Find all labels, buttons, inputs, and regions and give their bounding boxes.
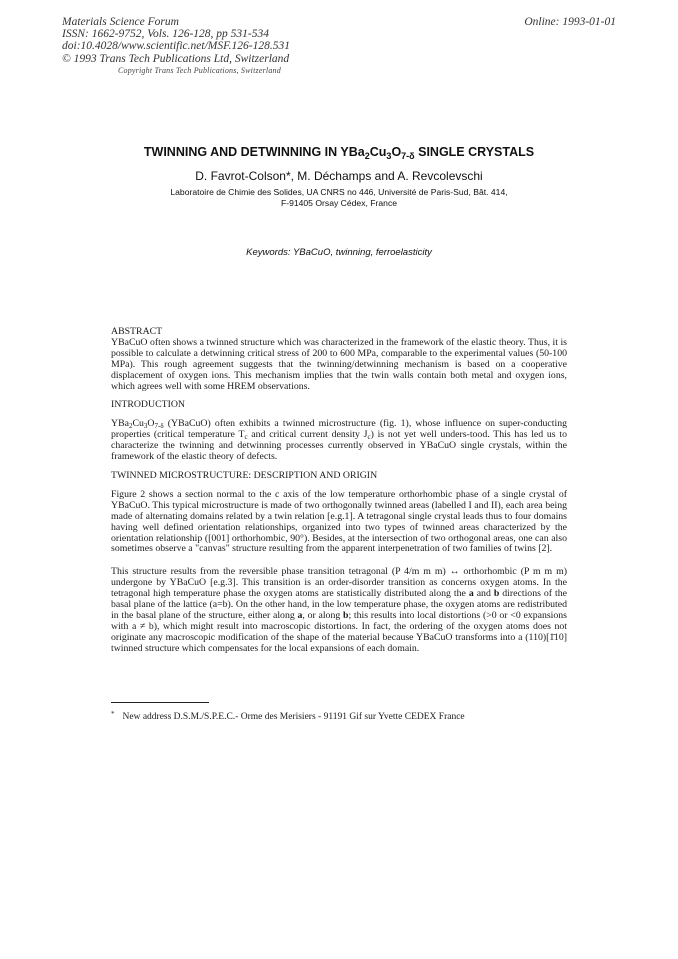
introduction-heading: INTRODUCTION [111, 399, 186, 411]
doi-line: doi:10.4028/www.scientific.net/MSF.126-128.531 [62, 40, 290, 53]
copyright-stamp: Copyright Trans Tech Publications, Switzerland [118, 66, 281, 75]
abstract-heading: ABSTRACT [111, 326, 163, 337]
keywords: Keywords: YBaCuO, twinning, ferroelasticity [246, 247, 432, 258]
author-list: D. Favrot-Colson*, M. Déchamps and A. Revcolevschi [195, 169, 483, 183]
affiliation [0, 187, 678, 209]
footnote-text: New address D.S.M./S.P.E.C.- Orme des Merisiers - 91191 Gif sur Yvette CEDEX France [122, 712, 465, 722]
paper-body [111, 327, 567, 655]
affiliation-line-1: Laboratoire de Chimie des Solides, UA CNRS no 446, Université de Paris-Sud, Bât. 414, [170, 187, 508, 197]
footnote-rule [111, 702, 209, 703]
publisher-line: © 1993 Trans Tech Publications Ltd, Switzerland [62, 52, 290, 65]
abstract-text: YBaCuO often shows a twinned structure which was characterized in the framework of the elastic theory. Thus, it is possible to calculate a detwinning critical stress of 200 to 600 MPa, comparable to the experimental values (50-100 MPa). This rough agreement suggests that the twinning/detwinning mechanism is based on a cooperative displacement of oxygen ions. This mechanism implies that the twin walls contain both metal and oxygen ions, which agrees well with some HREM observations. [111, 336, 567, 392]
section-2-heading: TWINNED MICROSTRUCTURE: DESCRIPTION AND ORIGIN [111, 469, 378, 481]
publication-header [62, 16, 290, 65]
section-2-paragraph-2: This structure results from the reversible phase transition tetragonal (P 4/m m m) ↔ orthorhombic (P m m m) undergone by YBaCuO [e.g.3]. This transition is an order-disorder transition as concerns oxygen atoms. In the tetragonal high temperature phase the oxygen atoms are statistically distributed along the a and b directions of the basal plane of the lattice (a=b). On the other hand, in the low temperature phase, the oxygen atoms are redistributed in the basal plane of the structure, either along a, or along b; this results into local distortions (>0 or <0 expansions with a ≠ b), which might result into macroscopic distortions. In fact, the ordering of the oxygen atoms does not originate any macroscopic modification of the shape of the material because YBaCuO transforms into a (110)[1̄10] twinned structure which compensates for the local expansions of each domain. [111, 566, 567, 654]
footnote: * New address D.S.M./S.P.E.C.- Orme des Merisiers - 91191 Gif sur Yvette CEDEX France [111, 710, 465, 722]
affiliation-line-2: F-91405 Orsay Cédex, France [280, 198, 398, 208]
journal-name: Materials Science Forum [62, 16, 179, 28]
issn-line: ISSN: 1662-9752, Vols. 126-128, pp 531-534 [62, 28, 269, 41]
online-date: Online: 1993-01-01 [524, 16, 616, 28]
introduction-text: $YBa_2Cu_3O_{7-\delta}$ (YBaCuO) often exhibits a twinned microstructure (fig. 1), whose influence on super-conducting properties (critical temperature $T_c$ and critical current density $J_c$) is not yet well unders-tood. This has led us to characterize the twinning and detwinning processes currently observed in YBaCuO single crystals, within the framework of the elastic theory of defects. [111, 418, 567, 463]
section-2-paragraph-1: Figure 2 shows a section normal to the c axis of the low temperature orthorhombic phase of a single crystal of YBaCuO. This typical microstructure is made of two orthogonally twinned areas (labelled I and II), each area being made of alternating domains related by a twin relation [e.g.1]. A tetragonal single crystal leads thus to four domains having well defined orientation relationships, organized into two types of twinned areas characterized by the orientation relationship ([001] orthorhombic, 90°). Besides, at the intersection of two orthogonal areas, one can also sometimes observe a "canvas" structure resulting from the apparent interpenetration of two families of twins [2]. [111, 488, 567, 555]
paper-title: TWINNING AND DETWINNING IN $YBa_2Cu_3O_{7-\delta}$ SINGLE CRYSTALS [143, 145, 535, 161]
